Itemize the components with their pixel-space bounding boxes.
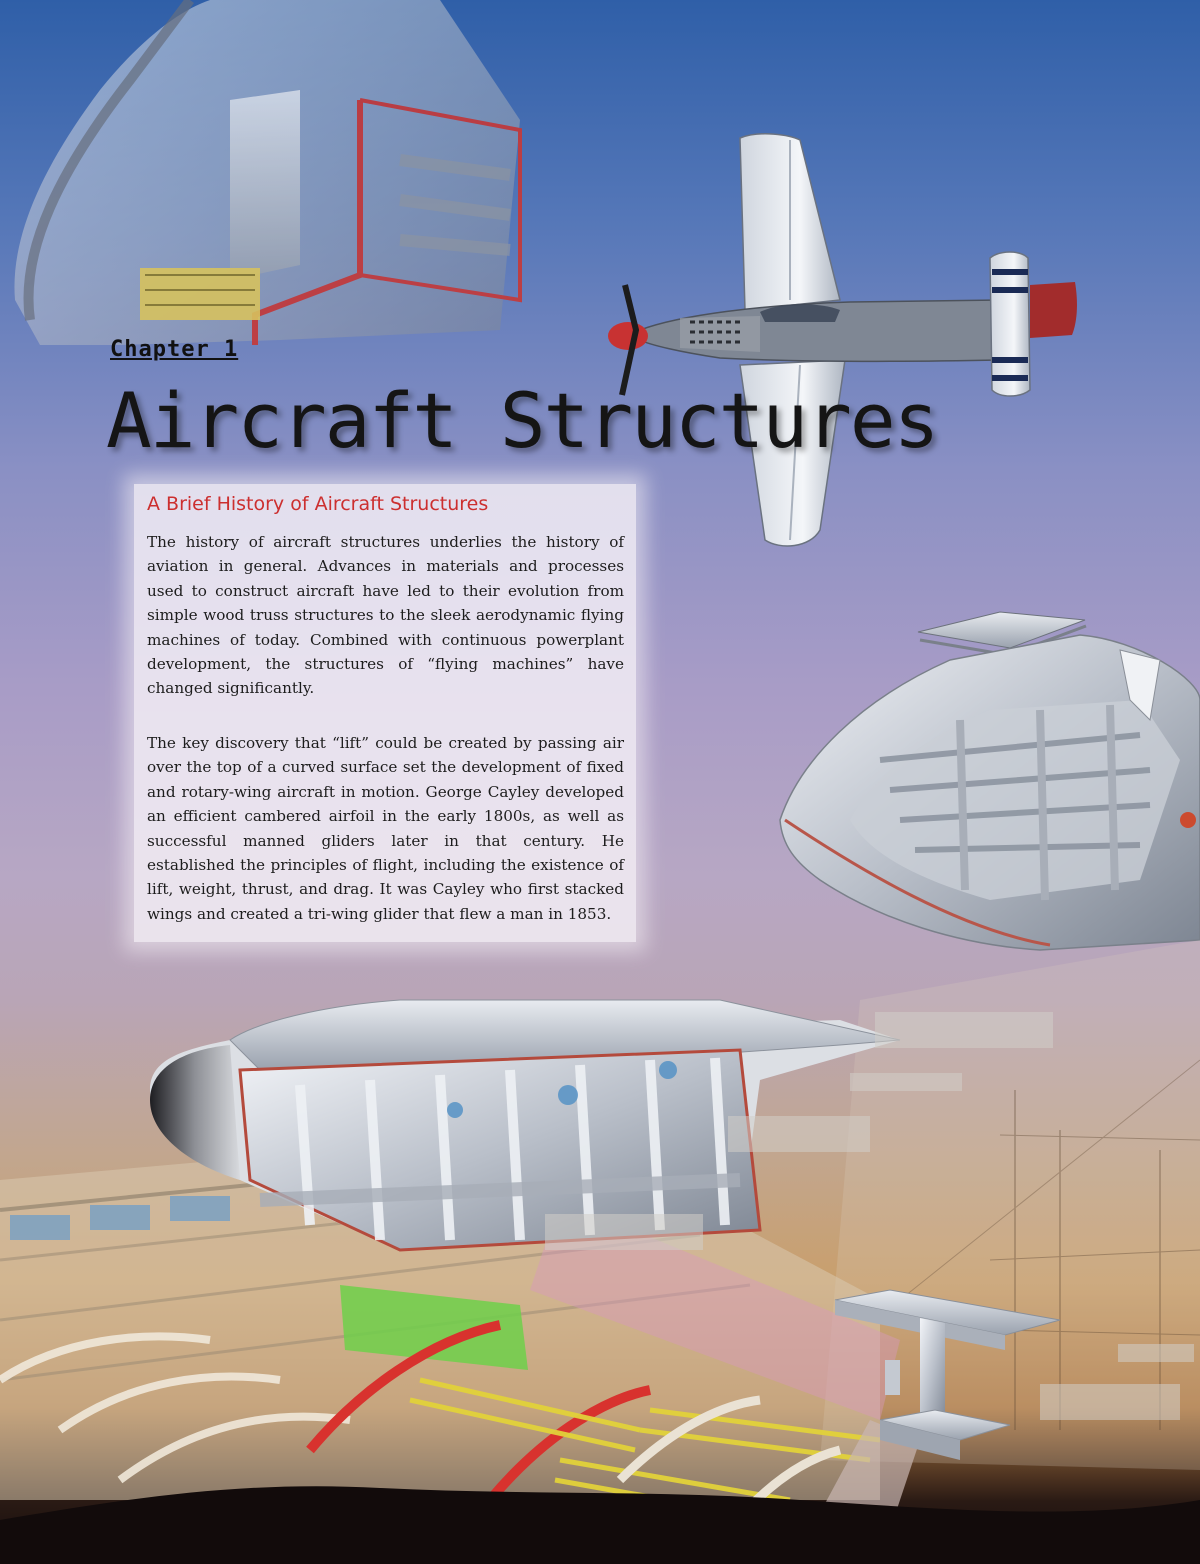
p51-mustang-aircraft-illustration xyxy=(608,134,1077,546)
ground-silhouette xyxy=(0,1486,1200,1564)
section-heading: A Brief History of Aircraft Structures xyxy=(147,493,489,515)
callout-box xyxy=(545,1214,703,1250)
chapter-title: Aircraft Structures xyxy=(106,376,938,465)
callout-box xyxy=(1040,1384,1180,1420)
wing-section-cutaway-illustration xyxy=(14,0,520,345)
body-paragraph: The key discovery that “lift” could be created by passing air over the top of a curved surface set the development of fixed and rotary-wing aircraft in motion. George Cayley developed an efficient cambered airfoil in the early 1800s, as well as successful manned gliders later in that century. He established the principles of flight, including the existence of lift, weight, thrust, and drag. It was Cayley who first stacked wings and created a tri-wing glider that flew a man in 1853. xyxy=(147,734,624,923)
body-paragraph: The history of aircraft structures underlies the history of aviation in general. Advances in materials and processes used to construct aircraft have led to their evolution from simple wood truss structures to the sleek aerodynamic flying machines of today. Combined with continuous powerplant development, the structures of “flying machines” have changed significantly. xyxy=(147,533,624,698)
callout-box xyxy=(1118,1344,1194,1362)
callout-box xyxy=(850,1073,962,1091)
callout-box xyxy=(728,1116,870,1152)
chapter-label: Chapter 1 xyxy=(110,337,239,362)
callout-box xyxy=(875,1012,1053,1048)
fuselage-structure-cutaway-illustration xyxy=(780,612,1200,950)
